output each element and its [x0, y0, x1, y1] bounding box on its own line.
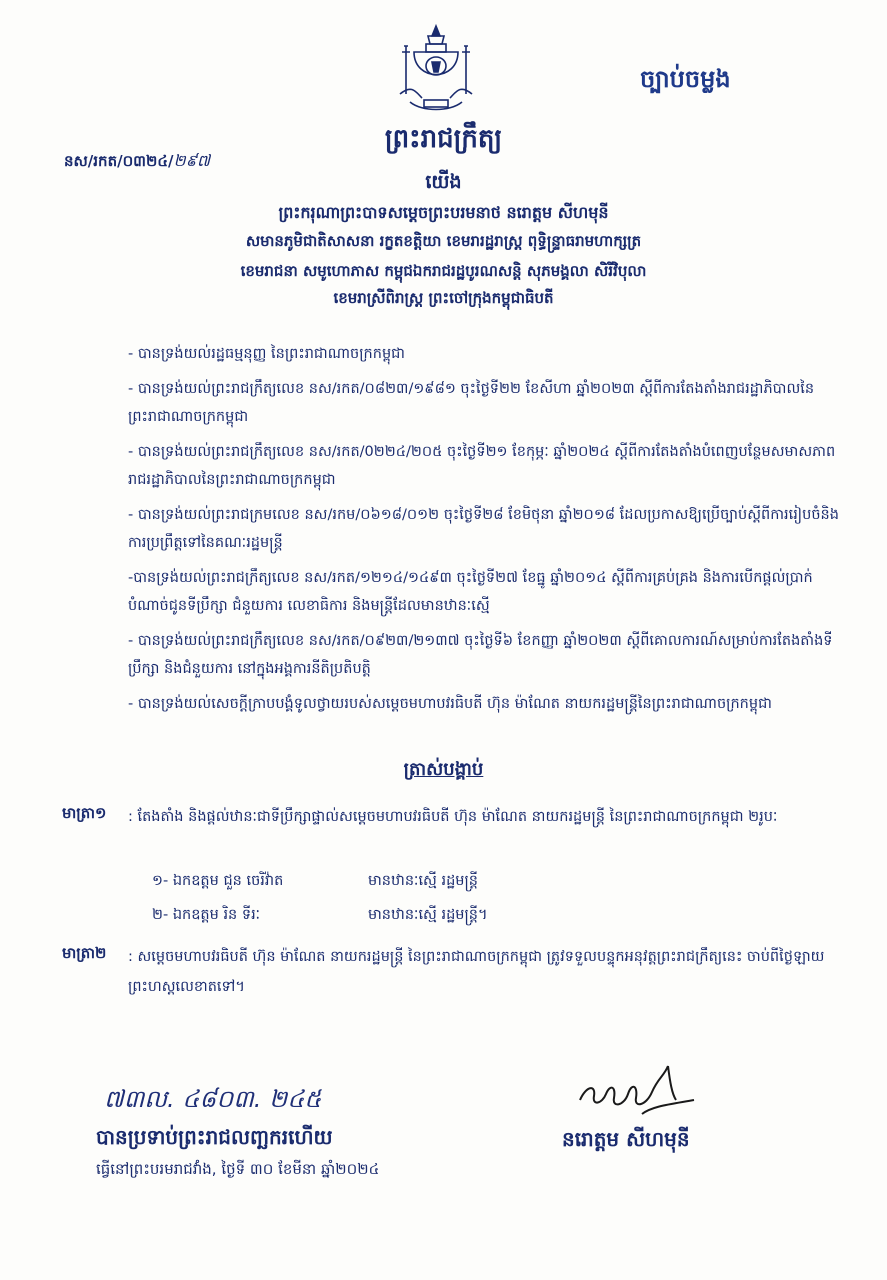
preamble-list [128, 340, 840, 725]
article-1-label: មាត្រា១ [62, 804, 107, 822]
reference-number-handwritten: ២៩៧ [173, 151, 211, 170]
king-title-line-1: ព្រះករុណាព្រះបាទសម្តេចព្រះបរមនាថ នរោត្តម សីហមុនី [278, 203, 609, 222]
preamble-item: - បានទ្រង់យល់ព្រះរាជក្រឹត្យលេខ នស/រកត/០៨២៣/១៩៨១ ចុះថ្ងៃទី២២ ខែសីហា ឆ្នាំ២០២៣ ស្តីពីការតែងតាំងរាជរដ្ឋាភិបាលនៃព្រះរាជាណាចក្រកម្ពុជា [128, 381, 815, 425]
king-title-line-3: ខេមរាជនា សមូហោភាស កម្ពុជឯករាជរដ្ឋបូរណសន្តិ សុភមង្គលា សិរីវិបុលា [240, 262, 647, 280]
yeung-heading: យើង [425, 171, 462, 193]
reference-number-printed: នស/រកត/០៣២៤/ [64, 152, 174, 170]
decides-heading: ត្រាស់បង្គាប់ [403, 759, 484, 780]
king-title-line-4: ខេមរាស្រីពិរាស្ត្រ ព្រះចៅក្រុងកម្ពុជាធិបតី [333, 289, 554, 307]
king-name: នរោត្តម សីហមុនី [562, 1127, 690, 1151]
article-2-label: មាត្រា២ [62, 944, 107, 962]
copy-stamp: ច្បាប់ចម្លង [640, 65, 731, 93]
appointee-1-rank: មានឋានៈស្មើ រដ្ឋមន្ត្រី [368, 873, 478, 889]
preamble-item: - បានទ្រង់យល់សេចក្តីក្រាបបង្គំទូលថ្វាយរបស់សម្តេចមហាបវរធិបតី ហ៊ុន ម៉ាណែត នាយករដ្ឋមន្ត្រីនៃព្រះរាជាណាចក្រកម្ពុជា [128, 696, 772, 712]
handwritten-registry-number: ៧៣ល. ៤៨០៣. ២៤៥ [104, 1085, 322, 1113]
preamble-item: -បានទ្រង់យល់ព្រះរាជក្រឹត្យលេខ នស/រកត/១២១៤/១៤៩៣ ចុះថ្ងៃទី២៧ ខែធ្នូ ឆ្នាំ២០១៤ ស្តីពីការគ្រប់គ្រង និងការបើកផ្តល់ប្រាក់បំណាច់ជូនទីប្រឹក្សា ជំនួយការ លេខាធិការ និងមន្ត្រីដែលមានឋានៈស្មើ [128, 570, 813, 614]
date-line: ធ្វើនៅព្រះបរមរាជវាំង, ថ្ងៃទី ៣០ ខែមីនា ឆ្នាំ២០២៤ [96, 1160, 380, 1178]
royal-signature [572, 1056, 702, 1122]
preamble-item: - បានទ្រង់យល់រដ្ឋធម្មនុញ្ញ នៃព្រះរាជាណាចក្រកម្ពុជា [128, 346, 405, 362]
seal-registered-note: បានប្រទាប់ព្រះរាជលញ្ឆករហើយ [96, 1125, 333, 1149]
appointee-2-name: ២- ឯកឧត្តម រិន ទីរៈ [152, 907, 261, 923]
preamble-item: - បានទ្រង់យល់ព្រះរាជក្រឹត្យលេខ នស/រកត/០៩២៣/២១៣៧ ចុះថ្ងៃទី៦ ខែកញ្ញា ឆ្នាំ២០២៣ ស្តីពីគោលការណ៍សម្រាប់ការតែងតាំងទីប្រឹក្សា និងជំនួយការ នៅក្នុងអង្គការនីតិប្រតិបត្តិ [128, 633, 833, 677]
appointee-2-rank: មានឋានៈស្មើ រដ្ឋមន្ត្រី។ [368, 907, 488, 923]
preamble-item: - បានទ្រង់យល់ព្រះរាជក្រឹត្យលេខ នស/រកត/0២២៤/២០៥ ចុះថ្ងៃទី២១ ខែកុម្ភៈ ឆ្នាំ២០២៤ ស្តីពីការតែងតាំងបំពេញបន្ថែមសមាសភាពរាជរដ្ឋាភិបាលនៃព្រះរាជាណាចក្រកម្ពុជា [128, 444, 836, 488]
appointee-1-name: ១- ឯកឧត្តម ជួន ចេរិវ៉ាត [152, 873, 284, 889]
preamble-item: - បានទ្រង់យល់ព្រះរាជក្រមលេខ នស/រកម/០៦១៨/០១២ ចុះថ្ងៃទី២៨ ខែមិថុនា ឆ្នាំ២០១៨ ដែលប្រកាសឱ្យប្រើច្បាប់ស្តីពីការរៀបចំនិងការប្រព្រឹត្តទៅនៃគណៈរដ្ឋមន្ត្រី [128, 507, 839, 551]
royal-coat-of-arms-icon [392, 22, 480, 114]
king-title-line-2: សមានភូមិជាតិសាសនា រក្ខតខត្តិយា ខេមរារដ្ឋរាស្ត្រ ពុទ្ធិន្ទ្រាធរាមហាក្សត្រ [245, 232, 642, 250]
article-1-text: : តែងតាំង និងផ្តល់ឋានៈជាទីប្រឹក្សាផ្ទាល់សម្តេចមហាបវរធិបតី ហ៊ុន ម៉ាណែត នាយករដ្ឋមន្ត្រី នៃព្រះរាជាណាចក្រកម្ពុជា ២រូបៈ [128, 809, 778, 825]
article-2-text: : សម្តេចមហាបវរធិបតី ហ៊ុន ម៉ាណែត នាយករដ្ឋមន្ត្រី នៃព្រះរាជាណាចក្រកម្ពុជា ត្រូវទទួលបន្ទុកអនុវត្តព្រះរាជក្រឹត្យនេះ ចាប់ពីថ្ងៃឡាយព្រះហស្តលេខាតទៅ។ [128, 949, 825, 995]
decree-title: ព្រះរាជក្រឹត្យ [384, 124, 503, 154]
